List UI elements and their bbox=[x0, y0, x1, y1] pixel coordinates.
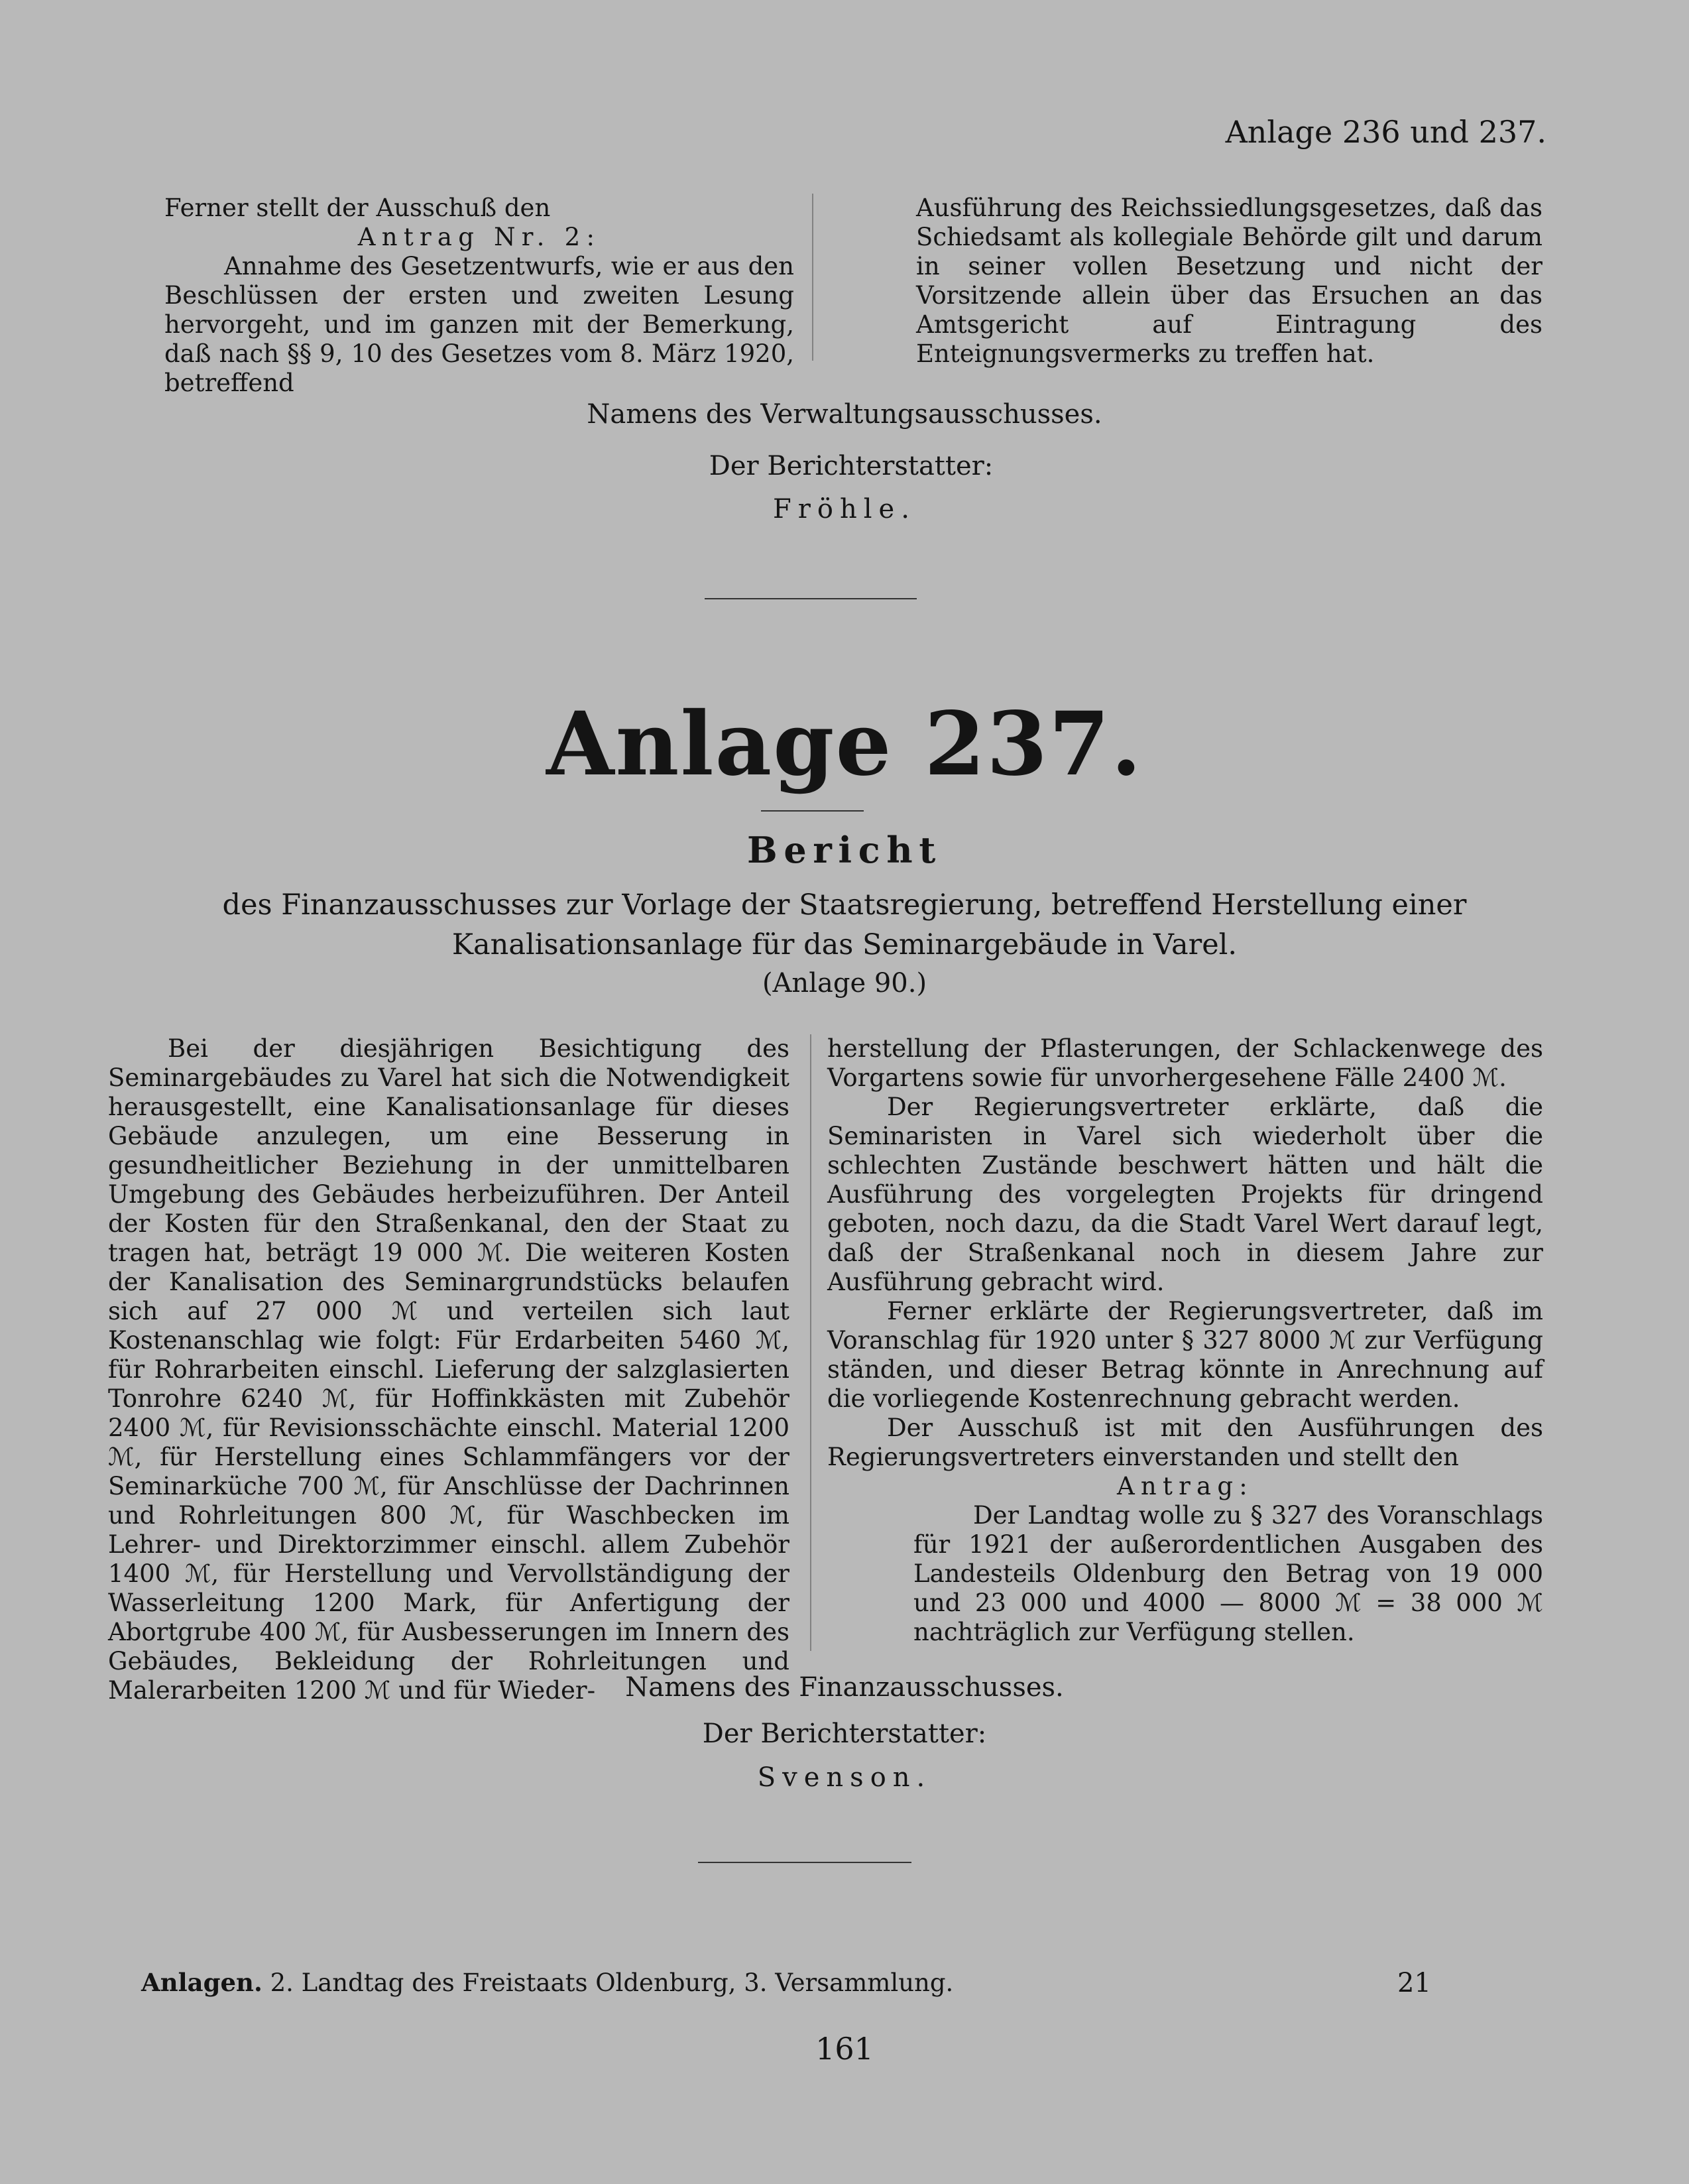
report-antrag-text: Der Landtag wolle zu § 327 des Voranschlags für 1921 der außerordentlichen Ausgaben des Landesteils Oldenburg den Betrag von 19 000 und 23 000 und 4000 — 8000 ℳ = 38 000 ℳ nachträglich zur Verfügung stellen. bbox=[913, 1501, 1543, 1646]
report-antrag-heading: Antrag: bbox=[1116, 1472, 1254, 1500]
report-right-paragraph-4: Der Ausschuß ist mit den Ausführungen des Regierungsvertreters einverstanden und stellt den bbox=[827, 1414, 1543, 1471]
report-right-paragraph-1: herstellung der Pflasterungen, der Schlackenwege des Vorgartens sowie für unvorhergesehene Fälle 2400 ℳ. bbox=[827, 1034, 1543, 1092]
running-head: Anlage 236 und 237. bbox=[1225, 114, 1546, 150]
report-left-text: Bei der diesjährigen Besichtigung des Seminargebäudes zu Varel hat sich die Notwendigkeit herausgestellt, eine Kanalisationsanlage für dieses Gebäude anzulegen, um eine Besserung in gesundheitlicher Beziehung in der unmittelbaren Umgebung des Gebäudes herbeizuführen. Der Anteil der Kosten für den Straßenkanal, den der Staat zu tragen hat, beträgt 19 000 ℳ. Die weiteren Kosten der Kanalisation des Seminargrundstücks belaufen sich auf 27 000 ℳ und verteilen sich laut Kostenanschlag wie folgt: Für Erdarbeiten 5460 ℳ, für Rohrarbeiten einschl. Lieferung der salzglasierten Tonrohre 6240 ℳ, für Hoffinkkästen mit Zubehör 2400 ℳ, für Revisionsschächte einschl. Material 1200 ℳ, für Herstellung eines Schlammfängers vor der Seminarküche 700 ℳ, für Anschlüsse der Dachrinnen und Rohrleitungen 800 ℳ, für Waschbecken im Lehrer- und Direktorzimmer einschl. allem Zubehör 1400 ℳ, für Herstellung und Vervollständigung der Wasserleitung 1200 Mark, für Anfertigung der Abortgrube 400 ℳ, für Ausbesserungen im Innern des Gebäudes, Bekleidung der Rohrleitungen und Malerarbeiten 1200 ℳ und für Wieder- bbox=[108, 1034, 789, 1705]
footer-sheet-number: 21 bbox=[1397, 1968, 1431, 1998]
anlage236-signature-namens: Namens des Verwaltungsausschusses. bbox=[587, 399, 1102, 430]
section-separator-rule bbox=[705, 598, 917, 599]
footer-imprint-bold: Anlagen. bbox=[141, 1968, 262, 1997]
page-number: 161 bbox=[815, 2031, 874, 2067]
report-left-column bbox=[108, 1034, 789, 1705]
anlage236-intro-line: Ferner stellt der Ausschuß den bbox=[164, 194, 551, 222]
column-divider bbox=[812, 194, 813, 361]
footer-imprint bbox=[141, 1968, 953, 1997]
report-subtitle: des Finanzausschusses zur Vorlage der Staatsregierung, betreffend Herstellung einer Kanalisationsanlage für das Seminargebäude in Varel. bbox=[222, 888, 1467, 961]
report-right-paragraph-2: Der Regierungsvertreter erklärte, daß die Seminaristen in Varel sich wiederholt über die schlechten Zustände beschwert hätten und hält die Ausführung des vorgelegten Projekts für dringend geboten, noch dazu, da die Stadt Varel Wert darauf legt, daß der Straßenkanal noch in diesem Jahre zur Ausführung gebracht wird. bbox=[827, 1093, 1543, 1296]
bericht-heading: Bericht bbox=[746, 829, 943, 871]
anlage236-left-column bbox=[164, 194, 794, 398]
anlage237-title: Anlage 237. bbox=[546, 693, 1143, 796]
anlage237-signature-namens: Namens des Finanzausschusses. bbox=[625, 1672, 1064, 1703]
section-separator-rule bbox=[698, 1862, 911, 1863]
footer-imprint-text: 2. Landtag des Freistaats Oldenburg, 3. Versammlung. bbox=[270, 1969, 954, 1997]
report-right-paragraph-3: Ferner erklärte der Regierungsvertreter, daß im Voranschlag für 1920 unter § 327 8000 ℳ zur Verfügung ständen, und dieser Betrag könnte in Anrechnung auf die vorliegende Kostenrechnung gebracht werden. bbox=[827, 1297, 1543, 1413]
anlage236-right-text: Ausführung des Reichssiedlungsgesetzes, daß das Schiedsamt als kollegiale Behörde gilt und darum in seiner vollen Besetzung und nicht der Vorsitzende allein über das Ersuchen an das Amtsgericht auf Eintragung des Enteignungsvermerks zu treffen hat. bbox=[916, 194, 1543, 368]
anlage236-signature-name: Fröhle. bbox=[773, 494, 916, 524]
column-divider bbox=[810, 1034, 811, 1651]
report-right-column bbox=[827, 1034, 1543, 1647]
report-reference: (Anlage 90.) bbox=[762, 968, 927, 999]
anlage236-right-column bbox=[916, 194, 1543, 369]
anlage236-signature-role: Der Berichterstatter: bbox=[709, 451, 994, 481]
anlage236-left-text: Annahme des Gesetzentwurfs, wie er aus den Beschlüssen der ersten und zweiten Lesung hervorgeht, und im ganzen mit der Bemerkung, daß nach §§ 9, 10 des Gesetzes vom 8. März 1920, betreffend bbox=[164, 252, 794, 397]
anlage237-signature-name: Svenson. bbox=[757, 1762, 932, 1793]
anlage236-antrag-heading: Antrag Nr. 2: bbox=[357, 223, 601, 251]
title-underline-rule bbox=[761, 810, 864, 812]
anlage237-signature-role: Der Berichterstatter: bbox=[702, 1719, 987, 1749]
